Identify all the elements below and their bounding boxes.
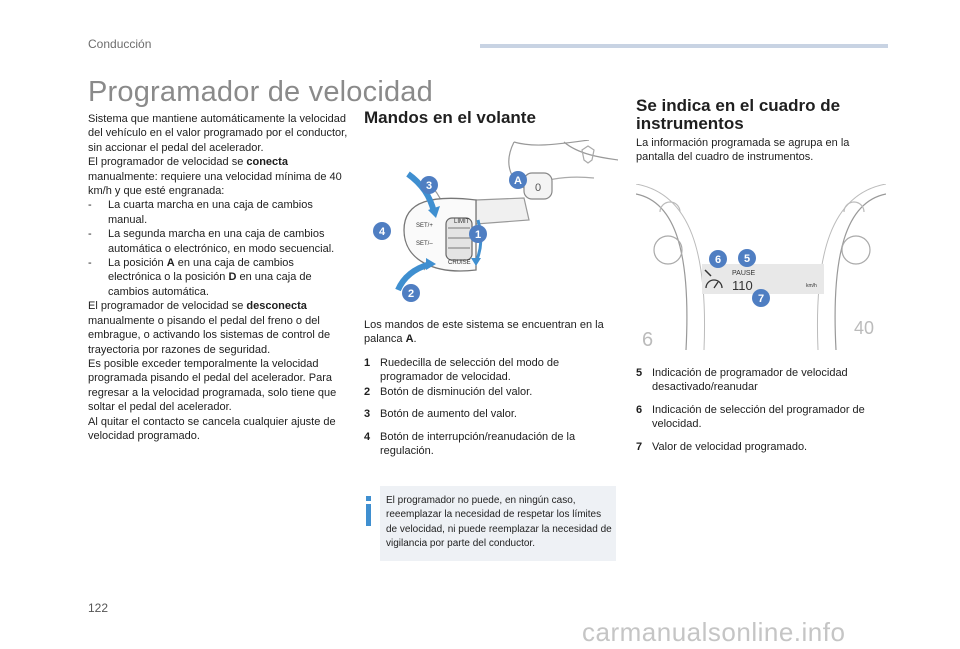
list-item: - La cuarta marcha en una caja de cambios manual.	[88, 199, 313, 226]
svg-text:6: 6	[714, 254, 722, 266]
svg-text:40: 40	[854, 318, 875, 338]
list-item: - La posición A en una caja de cambios electrónica o la posición D en una caja de cambios automática.	[88, 257, 312, 298]
page-number: 122	[88, 601, 109, 615]
cluster-heading: Se indica en el cuadro de instrumentos	[636, 96, 841, 133]
note-text: El programador no puede, en ningún caso, reeemplazar la necesidad de respetar los límites de velocidad, ni puede reemplazar la necesidad de vigilancia por parte del conductor.	[386, 495, 612, 550]
list-item: 6 Indicación de selección del programador de velocidad.	[636, 403, 865, 431]
badge-2	[402, 284, 420, 302]
svg-text:5: 5	[743, 253, 751, 265]
disconnect-paragraph: El programador de velocidad se desconecta manualmente o pisando el pedal del freno o del embrague, o activando los sistemas de control de trayectoria por razones de seguridad.	[88, 300, 331, 356]
svg-text:SET/–: SET/–	[416, 241, 433, 247]
svg-text:A: A	[514, 175, 522, 187]
badge-6	[709, 250, 727, 268]
watermark: carmanualsonline.info	[582, 617, 846, 647]
badge-4	[373, 222, 391, 240]
svg-text:0: 0	[534, 182, 542, 194]
ignition-paragraph: Al quitar el contacto se cancela cualquier ajuste de velocidad programado.	[88, 415, 336, 442]
badge-5	[738, 249, 756, 267]
svg-text:PAUSE: PAUSE	[732, 270, 756, 277]
info-icon	[364, 496, 374, 526]
connect-paragraph: El programador de velocidad se conecta manualmente: requiere una velocidad mínima de 40 km/h y que esté engranada:	[88, 156, 342, 198]
controls-intro: Los mandos de este sistema se encuentran en la palanca A.	[364, 319, 604, 346]
section-label: Conducción	[88, 37, 152, 51]
instrument-cluster-diagram	[636, 184, 886, 350]
svg-text:7: 7	[757, 293, 765, 305]
controls-list	[364, 356, 619, 458]
intro-paragraph: Sistema que mantiene automáticamente la velocidad del vehículo en el valor programado por el conductor, sin accionar el pedal del acelerador.	[88, 113, 348, 154]
svg-text:km/h: km/h	[806, 283, 817, 289]
steering-controls-heading: Mandos en el volante	[364, 108, 536, 127]
list-item: - La segunda marcha en una caja de cambios automática o electrónico, en modo secuencial.	[88, 228, 335, 255]
list-item: 5 Indicación de programador de velocidad desactivado/reanudar	[636, 367, 848, 394]
header-bar	[480, 44, 888, 48]
svg-text:110: 110	[732, 278, 753, 293]
badge-3	[420, 176, 438, 194]
svg-text:CRUISE: CRUISE	[448, 260, 471, 266]
badge-7	[752, 289, 770, 307]
list-item: 2 Botón de disminución del valor.	[364, 385, 533, 398]
badge-a	[509, 171, 527, 189]
svg-text:SET/+: SET/+	[416, 223, 433, 229]
svg-text:4: 4	[378, 226, 386, 238]
svg-text:3: 3	[425, 180, 433, 192]
steering-lever-diagram	[364, 140, 618, 310]
cluster-list	[636, 366, 886, 454]
exceed-paragraph: Es posible exceder temporalmente la velocidad programada pisando el pedal del acelerador. Para regresar a la velocidad programada, solo tiene que soltar el pedal del acelerador.	[88, 357, 337, 414]
info-note	[380, 486, 616, 561]
page-title: Programador de velocidad	[88, 76, 433, 108]
list-item: 4 Botón de interrupción/reanudación de la regulación.	[364, 430, 576, 458]
list-item: 3 Botón de aumento del valor.	[364, 408, 517, 421]
svg-text:2: 2	[407, 288, 415, 300]
cluster-intro: La información programada se agrupa en la pantalla del cuadro de instrumentos.	[636, 137, 850, 164]
svg-text:1: 1	[474, 229, 482, 241]
list-item: 7 Valor de velocidad programado.	[636, 440, 808, 453]
svg-text:LIMIT: LIMIT	[454, 219, 470, 225]
badge-1	[469, 225, 487, 243]
svg-text:6: 6	[642, 329, 654, 350]
left-column	[88, 112, 350, 443]
list-item: 1 Ruedecilla de selección del modo de programador de velocidad.	[364, 357, 560, 384]
